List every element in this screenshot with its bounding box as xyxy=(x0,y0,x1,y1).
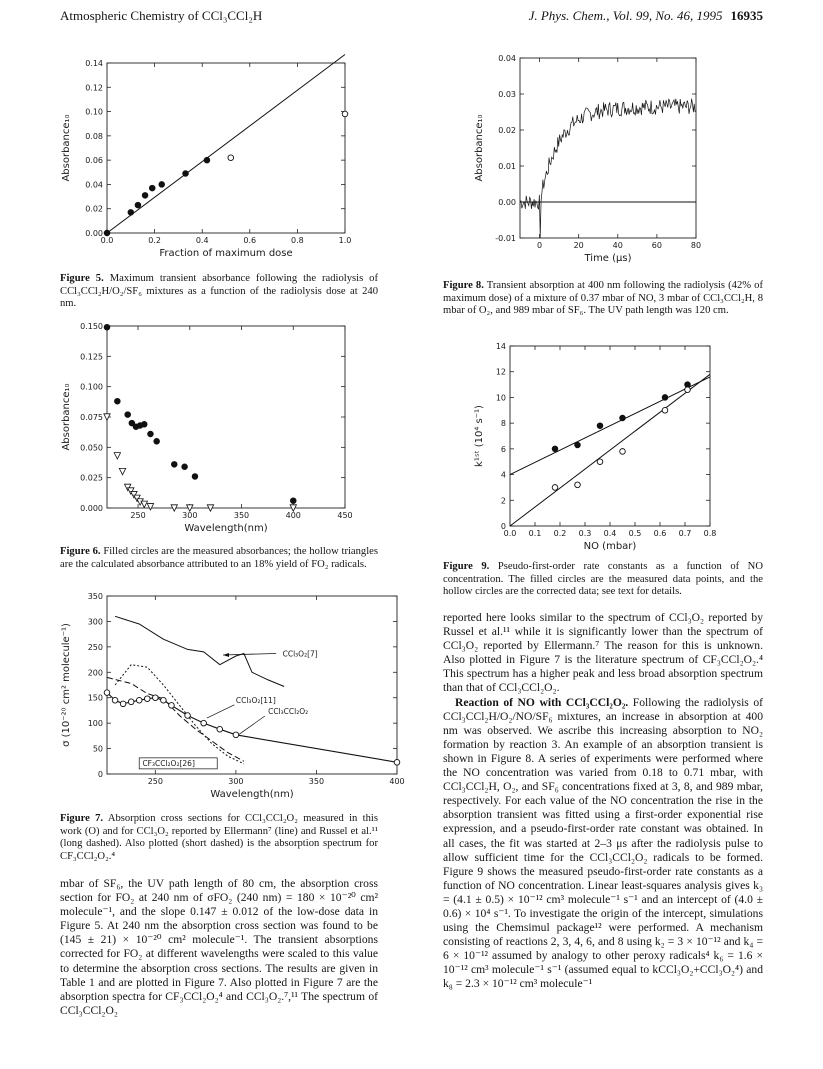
body-right-paragraph-1: reported here looks similar to the spectrum of CCl₃O₂ reported by Russel et al.¹¹ while it is significantly lower than the spectrum of CCl₃O₂ reported by Ellermann.⁷ The reason for this is unknown. Also plotted in Figure 7 is the literature spectrum of CF₃CCl₂O₂.⁴ This spectrum has a higher peak and less broad absorption spectrum than that of CCl₃CCl₂O₂. xyxy=(443,611,763,695)
x-tick-label: 40 xyxy=(612,241,623,250)
x-tick-label: 350 xyxy=(233,511,250,520)
y-axis-label: Absorbance₁₀ xyxy=(61,114,72,182)
y-axis-label: σ (10⁻²⁰ cm² molecule⁻¹) xyxy=(61,623,72,747)
y-tick-label: 0.12 xyxy=(85,83,103,93)
figure-9-label: Figure 9. xyxy=(443,561,490,572)
data-point-triangle xyxy=(147,504,153,510)
data-point-hollow xyxy=(552,485,558,491)
y-tick-label: 0.14 xyxy=(85,59,103,68)
y-tick-label: 0.050 xyxy=(80,443,103,453)
data-point-measured xyxy=(104,690,110,696)
figure-8-caption xyxy=(443,280,763,318)
data-point-filled xyxy=(182,464,188,470)
data-point-measured xyxy=(120,701,126,707)
y-tick-label: 0.150 xyxy=(80,322,103,331)
data-point-filled xyxy=(204,157,210,163)
figure-7-chart xyxy=(55,588,405,813)
data-point-filled xyxy=(148,431,154,437)
data-point-filled xyxy=(192,474,198,480)
y-tick-label: 0.125 xyxy=(80,352,103,362)
figure-9-text: Pseudo-first-order rate constants as a function of NO concentration. The filled circles are the measured data points, and the hollow circles are the corrected data; see text for details. xyxy=(443,561,763,598)
y-tick-label: 0.00 xyxy=(498,198,516,207)
y-tick-label: -0.01 xyxy=(495,234,516,243)
data-point-measured xyxy=(185,713,191,719)
series-line-ccl3o2-russel xyxy=(107,677,244,761)
label-arrow-head xyxy=(223,653,229,657)
figure-7-text: Absorption cross sections for CCl₃CCl₂O₂ measured in this work (O) and for CCl₃O₂ reported by Ellermann⁷ (line) and Russel et al.¹¹ (long dashed). Also plotted (short dashed) is the absorption spectrum for CF₃CCl₂O₂.⁴ xyxy=(60,813,378,862)
data-point-filled xyxy=(290,498,296,504)
fit-line xyxy=(107,55,345,234)
y-axis-label: Absorbance₁₀ xyxy=(61,383,72,451)
data-point-filled xyxy=(142,193,148,199)
x-tick-label: 0.3 xyxy=(578,529,592,538)
data-point-filled xyxy=(662,395,668,401)
figure-9-chart xyxy=(468,338,723,558)
data-point-filled xyxy=(135,202,141,208)
figure-9-caption xyxy=(443,561,763,599)
data-point-filled xyxy=(125,412,131,418)
x-tick-label: 0.4 xyxy=(603,529,617,538)
x-tick-label: 1.0 xyxy=(338,236,352,245)
label-ccl3o2-ellermann: CCl₃O₂[7] xyxy=(282,649,318,659)
section-heading-no-reaction: Reaction of NO with CCl₃CCl₂O₂. xyxy=(455,695,629,709)
x-tick-label: 250 xyxy=(147,777,163,786)
y-tick-label: 8 xyxy=(500,419,506,429)
body-text-left xyxy=(60,877,378,1018)
series-line-cf3ccl2o2 xyxy=(115,665,244,764)
data-point-triangle xyxy=(141,501,147,507)
data-point-measured xyxy=(233,732,239,738)
y-tick-label: 14 xyxy=(495,342,506,351)
data-point-filled xyxy=(597,423,603,429)
figure-5-label: Figure 5. xyxy=(60,273,104,284)
running-title: Atmospheric Chemistry of CCl₃CCl₂H xyxy=(60,8,263,23)
x-tick-label: 0.1 xyxy=(528,529,542,538)
x-tick-label: 300 xyxy=(182,511,198,520)
y-tick-label: 0.025 xyxy=(80,473,103,483)
x-axis-label: Fraction of maximum dose xyxy=(159,248,293,259)
data-point-measured xyxy=(128,699,134,705)
x-axis-label: NO (mbar) xyxy=(583,541,637,552)
figure-5-chart xyxy=(55,55,370,275)
figure-7-caption xyxy=(60,813,378,863)
x-tick-label: 0.6 xyxy=(243,236,257,245)
figure-8-text: Transient absorption at 400 nm following the radiolysis (42% of maximum dose) of a mixture of 0.37 mbar of NO, 3 mbar of CCl₃CCl₂H, 8 mbar of O₂, and 989 mbar of SF₆. The UV path length was 120 cm. xyxy=(443,280,763,317)
x-tick-label: 400 xyxy=(389,777,405,786)
y-tick-label: 6 xyxy=(500,444,506,454)
figure-6-caption xyxy=(60,546,378,571)
data-point-measured xyxy=(144,696,150,702)
y-axis-label: k¹ˢᵗ (10⁴ s⁻¹) xyxy=(474,405,485,467)
y-tick-label: 200 xyxy=(87,668,103,678)
figure-5-text: Maximum transient absorbance following the radiolysis of CCl₃CCl₂H/O₂/SF₆ mixtures as a function of the radiolysis dose at 240 nm. xyxy=(60,273,379,310)
y-tick-label: 0.06 xyxy=(85,156,103,166)
data-point-measured xyxy=(201,720,207,726)
label-leader xyxy=(239,716,265,734)
x-tick-label: 0.6 xyxy=(653,529,667,538)
x-tick-label: 0.0 xyxy=(100,236,114,245)
data-point-filled xyxy=(575,442,581,448)
plot-frame xyxy=(107,326,345,508)
data-point-filled xyxy=(171,462,177,468)
x-tick-label: 0.4 xyxy=(195,236,209,245)
y-tick-label: 0.02 xyxy=(85,204,103,214)
series-line-ccl3o2-ellermann xyxy=(115,616,284,686)
y-tick-label: 0.075 xyxy=(80,413,103,422)
y-tick-label: 0.03 xyxy=(498,90,516,99)
label-ccl3ccl2o2: CCl₃CCl₂O₂ xyxy=(268,706,309,716)
x-tick-label: 20 xyxy=(573,241,584,250)
y-tick-label: 150 xyxy=(87,693,103,703)
data-point-triangle xyxy=(119,468,125,474)
data-point-measured xyxy=(169,703,175,709)
fit-line-measured xyxy=(510,377,710,475)
body-left-paragraph: mbar of SF₆, the UV path length of 80 cm, the absorption cross section for FO₂ at 240 nm of σFO₂ (240 nm) = 180 × 10⁻²⁰ cm² molecule⁻¹, and the slope 0.147 ± 0.012 of the low-dose data in Figure 5. At 240 nm the absorption cross section was found to be (145 ± 21) × 10⁻²⁰ cm² molecule⁻¹. The transient absorptions corrected for FO₂ at different wavelengths were scaled to this value to determine the absorption cross sections. The results are given in Table 1 and are plotted in Figure 7. Also plotted in Figure 7 are the absorption spectra for CF₃CCl₂O₂⁴ and CCl₃O₂.⁷,¹¹ The spectrum of CCl₃CCl₂O₂ xyxy=(60,877,378,1017)
absorption-trace xyxy=(520,99,695,238)
data-point-hollow xyxy=(342,111,348,117)
x-tick-label: 80 xyxy=(690,241,702,250)
data-point-measured xyxy=(161,697,167,703)
data-point-filled xyxy=(104,230,110,236)
y-tick-label: 50 xyxy=(92,744,103,754)
figure-6-text: Filled circles are the measured absorbances; the hollow triangles are the calculated absorbance attributed to an 18% yield of FO₂ radicals. xyxy=(60,546,378,570)
y-tick-label: 0.04 xyxy=(85,180,103,190)
y-tick-label: 350 xyxy=(87,592,103,601)
x-tick-label: 0.5 xyxy=(628,529,642,538)
data-point-hollow xyxy=(228,155,234,161)
y-tick-label: 0.01 xyxy=(498,162,516,171)
data-point-filled xyxy=(552,446,558,452)
y-axis-label: Absorbance₁₀ xyxy=(474,114,485,182)
x-tick-label: 450 xyxy=(337,511,353,520)
x-tick-label: 60 xyxy=(651,241,662,250)
data-point-filled xyxy=(141,421,147,427)
y-tick-label: 0.04 xyxy=(498,54,516,63)
y-tick-label: 100 xyxy=(87,719,103,729)
label-ccl3o2-russel: CCl₃O₂[11] xyxy=(235,695,276,705)
x-tick-label: 300 xyxy=(228,777,244,786)
page-number: 16935 xyxy=(730,8,763,23)
y-tick-label: 0.100 xyxy=(80,382,103,392)
y-tick-label: 300 xyxy=(87,617,103,627)
data-point-filled xyxy=(154,438,160,444)
y-tick-label: 4 xyxy=(500,470,506,480)
x-tick-label: 0.2 xyxy=(553,529,567,538)
x-tick-label: 0.8 xyxy=(291,236,304,245)
figure-7-label: Figure 7. xyxy=(60,813,104,824)
y-tick-label: 0.08 xyxy=(85,131,103,141)
y-tick-label: 0 xyxy=(97,770,103,779)
x-tick-label: 0 xyxy=(537,241,543,250)
journal-name: J. Phys. Chem., Vol. 99, No. 46, 1995 xyxy=(528,8,723,23)
page-header xyxy=(60,8,763,26)
plot-frame xyxy=(520,58,696,238)
y-tick-label: 250 xyxy=(87,642,103,652)
y-tick-label: 0.00 xyxy=(85,229,103,238)
data-point-hollow xyxy=(597,459,603,465)
data-point-measured xyxy=(136,697,142,703)
data-point-filled xyxy=(183,171,189,177)
data-point-hollow xyxy=(575,482,581,488)
label-cf3ccl2o2: CF₃CCl₂O₂[26] xyxy=(142,758,195,768)
y-tick-label: 12 xyxy=(495,367,506,377)
x-tick-label: 350 xyxy=(308,777,325,786)
data-point-hollow xyxy=(620,449,626,455)
data-point-hollow xyxy=(662,407,668,413)
plot-frame xyxy=(510,346,710,526)
data-point-filled xyxy=(115,398,121,404)
y-tick-label: 0.10 xyxy=(85,107,103,117)
data-point-hollow xyxy=(685,387,691,393)
x-tick-label: 250 xyxy=(130,511,146,520)
x-axis-label: Wavelength(nm) xyxy=(210,789,294,800)
data-point-filled xyxy=(620,415,626,421)
fit-line-corrected xyxy=(510,374,710,526)
y-tick-label: 0 xyxy=(500,522,506,531)
data-point-filled xyxy=(104,324,110,330)
figure-6-label: Figure 6. xyxy=(60,546,101,557)
x-tick-label: 0.0 xyxy=(503,529,517,538)
plot-frame xyxy=(107,63,345,233)
plot-frame xyxy=(107,596,397,774)
x-tick-label: 0.7 xyxy=(678,529,692,538)
x-tick-label: 0.8 xyxy=(703,529,717,538)
data-point-measured xyxy=(217,726,223,732)
y-tick-label: 0.02 xyxy=(498,126,516,135)
data-point-filled xyxy=(149,185,155,191)
label-arrow xyxy=(223,653,276,655)
body-right-paragraph-2 xyxy=(443,696,763,992)
x-tick-label: 0.2 xyxy=(148,236,161,245)
x-axis-label: Wavelength(nm) xyxy=(184,523,268,534)
figure-6-chart xyxy=(55,316,370,538)
data-point-triangle xyxy=(114,453,120,459)
data-point-measured xyxy=(112,697,118,703)
figure-8-label: Figure 8. xyxy=(443,280,484,291)
y-tick-label: 10 xyxy=(495,393,506,403)
journal-citation xyxy=(529,8,763,24)
label-leader xyxy=(207,705,234,718)
body-right-paragraph-2-text: Following the radiolysis of CCl₃CCl₂H/O₂/NO/SF₆ mixtures, an increase in absorption at 400 nm was observed. We ascribe this increasing absorption to NO₂ formation by reaction 3. An example of an absorption transient is shown in Figure 8. A series of experiments were performed where the NO concentration was varied from 0.18 to 0.71 mbar, with CCl₃CCl₂H, O₂, and SF₆ concentrations fixed at 3, 8, and 989 mbar, respectively. For each value of the NO concentration the rise in the absorption transient was fitted using a first-order exponential rise expression, and a pseudo-first-order rate constant was obtained. In all cases, the fit was started at 2–3 μs after the radiolysis pulse to allow sufficient time for the CCl₃CCl₂O₂ radicals to be formed. Figure 9 shows the measured pseudo-first-order rate constants as a function of NO concentration. Linear least-squares analysis gives k₃ = (4.1 ± 0.5) × 10⁻¹² cm³ molecule⁻¹ s⁻¹ and an intercept of (4.0 ± 0.6) × 10⁴ s⁻¹. To investigate the origin of the intercept, simulations using the Chemsimul package¹² were performed. A mechanism consisting of reactions 2, 3, 4, 6, and 8 using k₂ = 3 × 10⁻¹² and k₄ = 6 × 10⁻¹² assumed by analogy to other peroxy radicals⁴ k₆ = 1.6 × 10⁻¹² cm³ molecule⁻¹ s⁻¹ (assumed equal to kCCl₃O₂+CCl₃O₂⁴) and k₈ = 2.3 × 10⁻¹² cm³ molecule⁻¹ xyxy=(443,695,764,991)
x-tick-label: 400 xyxy=(285,511,301,520)
y-tick-label: 2 xyxy=(500,496,506,506)
figure-8-chart xyxy=(468,48,723,273)
x-axis-label: Time (μs) xyxy=(584,253,632,264)
body-text-right xyxy=(443,611,763,992)
data-point-filled xyxy=(159,182,165,188)
y-tick-label: 0.000 xyxy=(80,504,103,513)
figure-5-caption xyxy=(60,273,378,311)
data-point-filled xyxy=(128,210,134,216)
data-point-measured xyxy=(394,760,400,766)
data-point-measured xyxy=(153,695,159,701)
